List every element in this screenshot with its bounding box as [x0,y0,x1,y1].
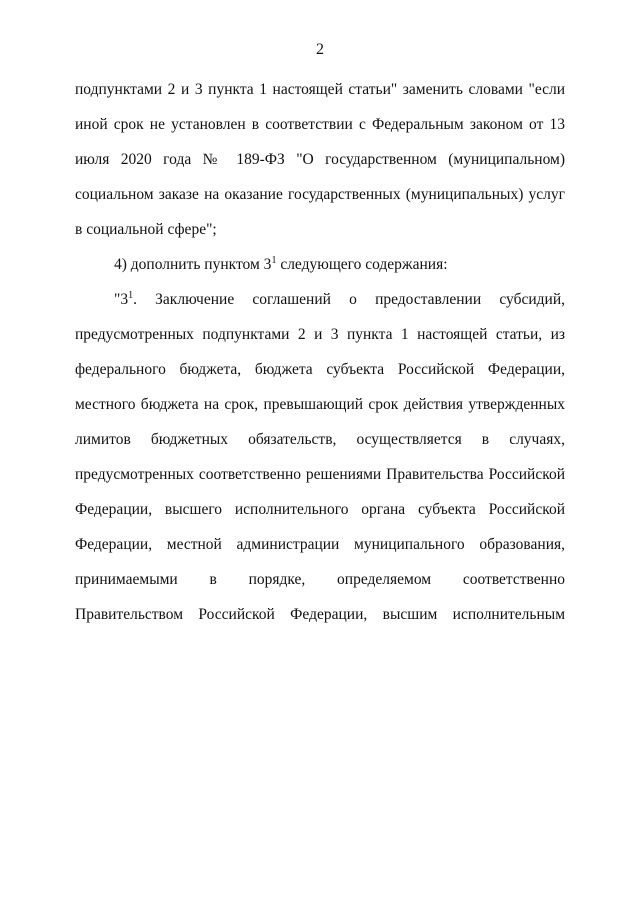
paragraph-item-4-after: следующего содержания: [276,256,448,273]
document-body [75,72,565,632]
paragraph-clause-3-1-text: . Заключение соглашений о предоставлении субсидий, предусмотренных подпунктами 2 и 3 пункта 1 настоящей статьи, из федерального бюджета, бюджета субъекта Российской Федерации, местного бюджета на срок, превышающий срок действия утвержденных лимитов бюджетных обязательств, осуществляется в случаях, предусмотренных соответственно решениями Правительства Российской Федерации, высшего исполнительного органа субъекта Российской Федерации, местной администрации муниципального образования, принимаемыми в порядке, определяемом соответственно Правительством Российской Федерации, высшим исполнительным [75,291,565,623]
superscript-1-clause: 1 [128,290,134,301]
page-number: 2 [316,41,324,58]
superscript-1: 1 [271,255,277,266]
paragraph-clause-3-1-before: "3 [114,291,129,308]
paragraph-clause-3-1 [75,282,565,632]
paragraph-item-4-before: 4) дополнить пунктом 3 [114,256,272,273]
paragraph-item-4 [75,247,565,282]
paragraph-replacement-text: подпунктами 2 и 3 пункта 1 настоящей статьи" заменить словами "если иной срок не установлен в соответствии с Федеральным законом от 13 июля 2020 года № 189-ФЗ "О государственном (муниципальном) социальном заказе на оказание государственных (муниципальных) услуг в социальной сфере"; [75,81,565,238]
